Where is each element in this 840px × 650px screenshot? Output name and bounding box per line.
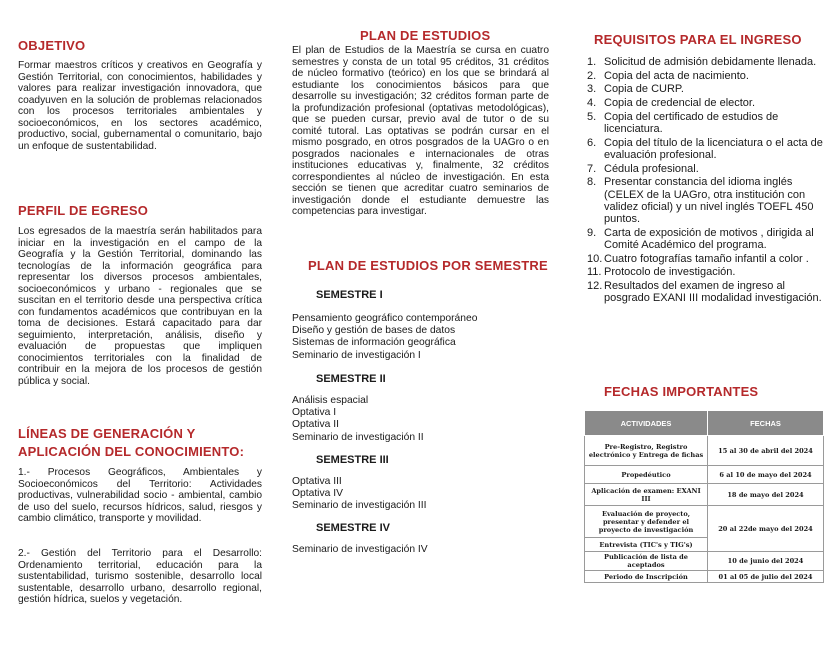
requisitos-list: [584, 56, 828, 306]
table-cell-actividad: Publicación de lista de aceptados: [585, 552, 708, 571]
list-item: Seminario de investigación IV: [292, 544, 428, 555]
semestre-3-list: [292, 476, 549, 513]
list-item: Pensamiento geográfico contemporáneo: [292, 313, 478, 324]
list-item-text: Cuatro fotografías tamaño infantil a color .: [604, 252, 809, 265]
table-cell-actividad: Aplicación de examen: EXANI III: [585, 484, 708, 506]
list-item: Análisis espacial: [292, 395, 369, 406]
objetivo-title: OBJETIVO: [18, 38, 86, 53]
list-item: [584, 137, 828, 161]
list-item: [584, 111, 828, 135]
list-item: [584, 253, 828, 265]
table-row: [585, 466, 824, 484]
list-item-number: 4.: [587, 97, 597, 110]
requisitos-title: REQUISITOS PARA EL INGRESO: [594, 32, 802, 47]
list-item: [584, 227, 828, 251]
list-item-number: 12.: [587, 279, 603, 292]
lineas-item-1: 1.- Procesos Geográficos, Ambientales y Socioeconómicos del Territorio: Actividades productivas, vulnerabilidad socio - ambiental, cambio de uso del suelo, recursos hídricos, salud, riesgos y cambio climático, transporte y movilidad.: [18, 467, 262, 524]
list-item-text: Carta de exposición de motivos , dirigida al Comité Académico del programa.: [604, 226, 814, 251]
list-item: [584, 97, 828, 109]
column-left: [18, 0, 262, 650]
col-actividades: ACTIVIDADES: [585, 411, 708, 436]
table-cell-actividad: Propedéutico: [585, 466, 708, 484]
list-item-text: Presentar constancia del idioma inglés (CELEX de la UAGro, otra institución con validez oficial) y un nivel inglés TOEFL 450 puntos.: [604, 176, 814, 225]
objetivo-text: Formar maestros críticos y creativos en Geografía y Gestión Territorial, con conocimientos, habilidades y valores para realizar investigación innovadora, que coadyuven en la solución de problemas relacionados con los procesos territoriales ambientales y socioeconómicos, en los sectores académico, productivo, social, gubernamental o comunitario, bajo un enfoque de sustentabilidad.: [18, 60, 262, 152]
list-item: Optativa II: [292, 419, 339, 431]
list-item: Optativa I: [292, 407, 337, 419]
list-item: [584, 266, 828, 278]
list-item: [584, 176, 828, 225]
semestre-1-title: SEMESTRE I: [316, 289, 383, 301]
list-item-number: 2.: [587, 69, 597, 82]
plan-text: El plan de Estudios de la Maestría se cursa en cuatro semestres y consta de un total 95 créditos, 31 créditos de núcleo formativo (teórico) en los que se brindará al estudiante los conocimientos básicos para que desarrolle su investigación; 32 créditos forman parte de la profundización profesional (optativas metodológicas), que se pueden cursar, previo aval de tutor o de su comité tutoral. Las optativas se podrán cursar en el mismo posgrado, en otros posgrados de la UAGro o en posgrados nacionales e internacionales de otras instituciones educativas y, finalmente, 32 créditos correspondientes al núcleo de investigación. En esta sección se tienen que acreditar cuatro seminarios de investigación donde el estudiante demuestre las competencias para investigar.: [292, 45, 549, 217]
table-cell-actividad: Entrevista (TIC's y TIG's): [585, 538, 708, 552]
list-item: Sistemas de información geográfica: [292, 337, 456, 349]
list-item: Seminario de investigación II: [292, 431, 424, 443]
table-cell-fecha: 01 al 05 de julio del 2024: [708, 571, 824, 583]
list-item-number: 7.: [587, 162, 597, 175]
col-fechas: FECHAS: [708, 411, 824, 436]
list-item-text: Copia del certificado de estudios de licenciatura.: [604, 110, 779, 136]
list-item-text: Protocolo de investigación.: [604, 266, 736, 279]
semestre-1-list: [292, 313, 549, 362]
lineas-title-1: LÍNEAS DE GENERACIÓN Y: [18, 426, 196, 441]
plan-title: PLAN DE ESTUDIOS: [360, 28, 491, 43]
list-item: Diseño y gestión de bases de datos: [292, 325, 456, 337]
table-row: [585, 436, 824, 466]
list-item-text: Copia del título de la licenciatura o el acta de evaluación profesional.: [604, 136, 823, 161]
list-item-number: 8.: [587, 176, 597, 189]
table-cell-actividad: Pre-Registro, Registro electrónico y Entrega de fichas: [585, 436, 708, 466]
list-item-text: Copia del acta de nacimiento.: [604, 69, 749, 82]
table-cell-fecha: 10 de junio del 2024: [708, 552, 824, 571]
list-item: [584, 280, 828, 304]
table-row: [585, 506, 824, 538]
list-item: [584, 70, 828, 82]
list-item-text: Cédula profesional.: [604, 162, 699, 175]
list-item: Optativa IV: [292, 488, 343, 500]
list-item: [584, 163, 828, 175]
table-cell-fecha: 20 al 22de mayo del 2024: [708, 506, 824, 552]
list-item: Seminario de investigación I: [292, 349, 421, 361]
list-item-number: 3.: [587, 83, 597, 96]
list-item-text: Copia de CURP.: [604, 83, 684, 96]
table-row: [585, 552, 824, 571]
list-item-number: 9.: [587, 226, 597, 239]
perfil-text: Los egresados de la maestría serán habilitados para iniciar en la investigación en el campo de la Geografía y la Gestión Territorial, dominando las tecnologías de la información geográfica para representar los diversos procesos ambientales, socioeconómicos y urbano - regionales que se suscitan en el territorio desde una perspectiva crítica con fundamentos académicos que contribuyan en la toma de decisiones. Estará capacitado para dar seguimiento, interpretación, análisis, diseño y evaluación de propuestas que impliquen conocimientos territoriales con la finalidad de contribuir en la mejora de los procesos de gestión pública y social.: [18, 226, 262, 387]
table-cell-fecha: 15 al 30 de abril del 2024: [708, 436, 824, 466]
list-item-number: 11.: [587, 266, 602, 279]
semestre-3-title: SEMESTRE III: [316, 454, 389, 466]
list-item: [584, 83, 828, 95]
table-cell-fecha: 6 al 10 de mayo del 2024: [708, 466, 824, 484]
list-item: [584, 56, 828, 68]
table-cell-actividad: Evaluación de proyecto, presentar y defender el proyecto de investigación: [585, 506, 708, 538]
column-right: [584, 0, 828, 650]
list-item-number: 6.: [587, 136, 597, 149]
por-semestre-title: PLAN DE ESTUDIOS POR SEMESTRE: [308, 258, 548, 273]
column-center: [292, 0, 549, 650]
list-item-number: 5.: [587, 110, 597, 123]
fechas-table: [584, 410, 824, 583]
semestre-2-list: [292, 395, 549, 444]
table-header-row: [585, 411, 824, 436]
table-cell-actividad: Periodo de Inscripción: [585, 571, 708, 583]
table-cell-fecha: 18 de mayo del 2024: [708, 484, 824, 506]
list-item-number: 10.: [587, 252, 603, 265]
table-row: [585, 571, 824, 583]
perfil-title: PERFIL DE EGRESO: [18, 203, 149, 218]
table-row: [585, 484, 824, 506]
list-item-text: Solicitud de admisión debidamente llenada.: [604, 56, 817, 68]
list-item: Optativa III: [292, 476, 342, 487]
semestre-4-list: [292, 544, 549, 556]
list-item-number: 1.: [587, 56, 597, 68]
list-item: Seminario de investigación III: [292, 500, 427, 512]
list-item-text: Resultados del examen de ingreso al posgrado EXANI III modalidad investigación.: [604, 279, 822, 305]
semestre-2-title: SEMESTRE II: [316, 373, 386, 385]
list-item-text: Copia de credencial de elector.: [604, 97, 756, 110]
lineas-item-2: 2.- Gestión del Territorio para el Desarrollo: Ordenamiento territorial, educación para la sustentabilidad, turismo sostenible, desarrollo local sustentable, desarrollo urbano, desarrollo regional, gestión hídrica, suelos y vegetación.: [18, 548, 262, 605]
semestre-4-title: SEMESTRE IV: [316, 522, 390, 534]
fechas-title: FECHAS IMPORTANTES: [604, 384, 759, 399]
lineas-title-2: APLICACIÓN DEL CONOCIMIENTO:: [18, 444, 245, 459]
